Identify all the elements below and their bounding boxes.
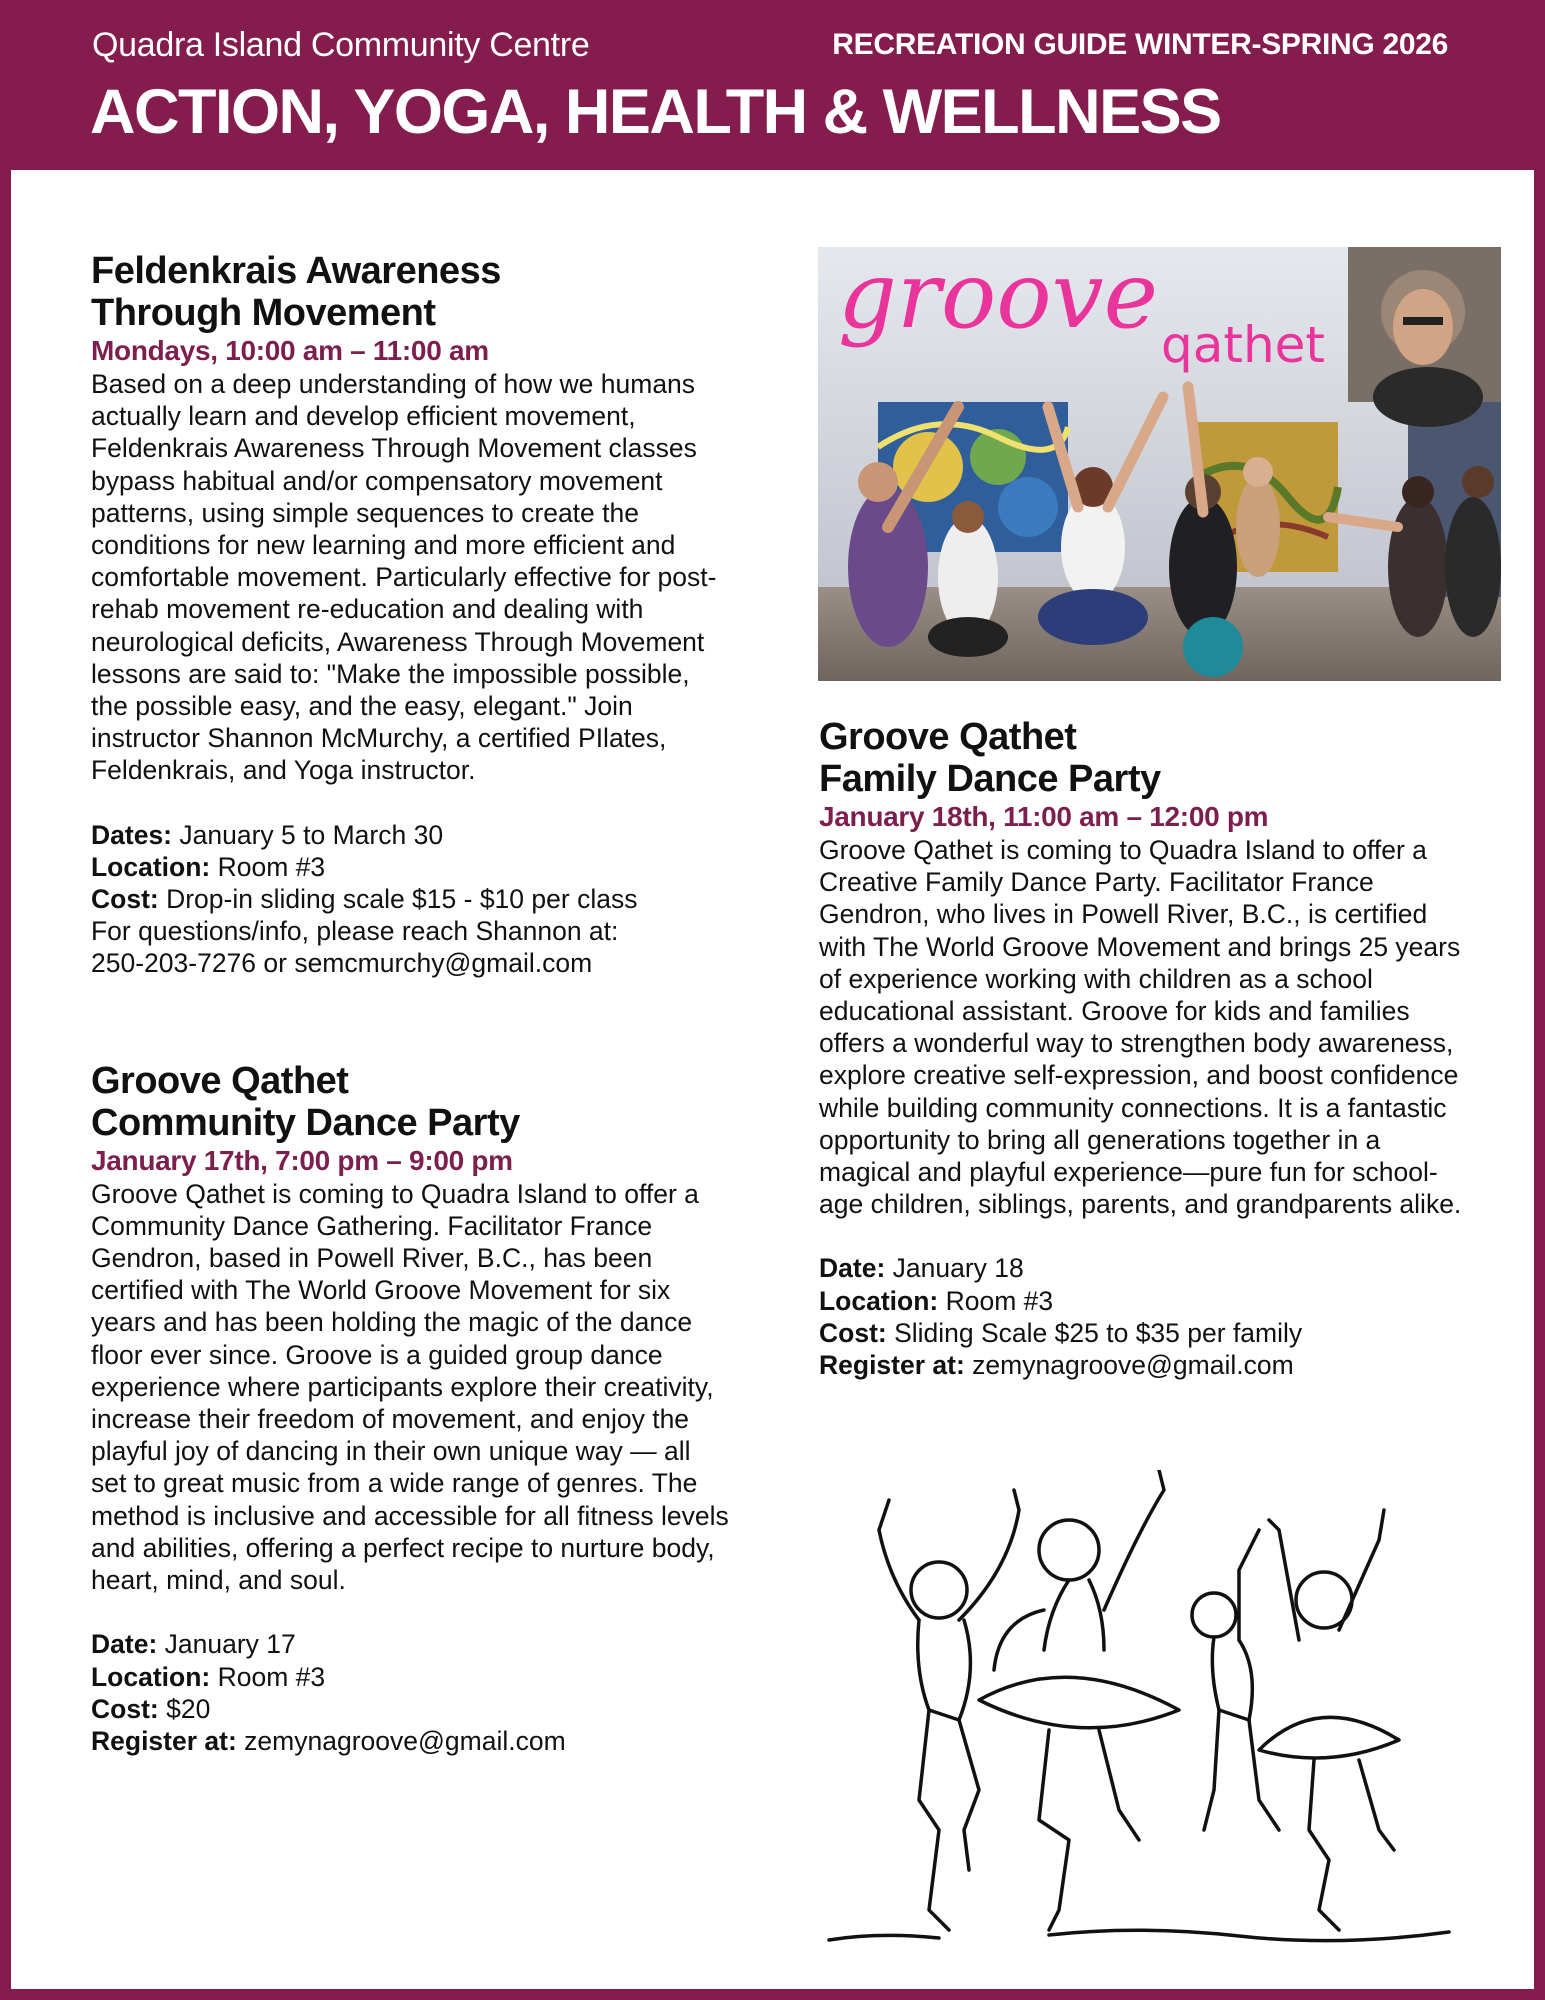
event-family-dance xyxy=(819,716,1469,1381)
event-details xyxy=(819,1252,1469,1381)
location-label: Location: xyxy=(91,1661,211,1692)
register-label: Register at: xyxy=(91,1725,237,1756)
location-label: Location: xyxy=(819,1285,939,1316)
photo-script-text: groove xyxy=(838,247,1159,349)
event-title-line: Groove Qathet xyxy=(819,716,1077,758)
groove-photo-image xyxy=(818,247,1501,681)
contact-details[interactable]: 250-203-7276 or semcmurchy@gmail.com xyxy=(91,948,593,979)
location-label: Location: xyxy=(91,851,211,882)
dates-label: Dates: xyxy=(91,819,173,850)
left-column xyxy=(91,250,731,1757)
register-email[interactable]: zemynagroove@gmail.com xyxy=(244,1725,566,1756)
event-community-dance xyxy=(91,1060,731,1757)
date-value: January 17 xyxy=(164,1629,296,1660)
event-details xyxy=(91,1628,731,1757)
dancers-line-drawing xyxy=(819,1470,1469,1970)
contact-line: For questions/info, please reach Shannon at: xyxy=(91,916,619,947)
photo-brand-text: qathet xyxy=(1161,316,1326,374)
section-title: ACTION, YOGA, HEALTH & WELLNESS xyxy=(90,77,1221,147)
cost-value: $20 xyxy=(166,1693,211,1724)
event-feldenkrais xyxy=(91,250,731,980)
page-header xyxy=(0,0,1545,170)
event-schedule: January 17th, 7:00 pm – 9:00 pm xyxy=(91,1144,513,1176)
content-panel xyxy=(11,170,1534,1989)
location-value: Room #3 xyxy=(217,1661,326,1692)
date-value: January 18 xyxy=(892,1253,1024,1284)
event-title xyxy=(819,716,1469,800)
location-value: Room #3 xyxy=(217,851,326,882)
cost-value: Drop-in sliding scale $15 - $10 per class xyxy=(166,884,638,915)
event-title-line: Feldenkrais Awareness xyxy=(91,250,501,292)
event-title-line: Family Dance Party xyxy=(819,758,1161,800)
location-value: Room #3 xyxy=(945,1285,1054,1316)
cost-label: Cost: xyxy=(91,884,159,915)
organization-name: Quadra Island Community Centre xyxy=(92,26,590,64)
guide-title: RECREATION GUIDE WINTER-SPRING 2026 xyxy=(832,28,1448,61)
register-email[interactable]: zemynagroove@gmail.com xyxy=(972,1350,1294,1381)
cost-label: Cost: xyxy=(91,1693,159,1724)
cost-value: Sliding Scale $25 to $35 per family xyxy=(894,1317,1303,1348)
dates-value: January 5 to March 30 xyxy=(179,819,444,850)
event-description: Groove Qathet is coming to Quadra Island to offer a Community Dance Gathering. Facilitator France Gendron, based in Powell River, B.C., has been certified with The World Groove Movement for six years and has been holding the magic of the dance floor ever since. Groove is a guided group dance experience where participants explore their creativity, increase their freedom of movement, and enjoy the playful joy of dancing in their own unique way — all set to great music from a wide range of genres. The method is inclusive and accessible for all fitness levels and abilities, offering a perfect recipe to nurture body, heart, mind, and soul. xyxy=(91,1178,729,1596)
event-schedule: Mondays, 10:00 am – 11:00 am xyxy=(91,335,489,366)
event-title xyxy=(91,250,731,334)
event-schedule: January 18th, 11:00 am – 12:00 pm xyxy=(819,801,1269,832)
event-description: Groove Qathet is coming to Quadra Island to offer a Creative Family Dance Party. Facilitator France Gendron, who lives in Powell River, B.C., is certified with The World Groove Movement and brings 25 years of experience working with children as a school educational assistant. Groove for kids and families offers a wonderful way to strengthen body awareness, explore creative self-expression, and boost confidence while building community connections. It is a fantastic opportunity to bring all generations together in a magical and playful experience—pure fun for school-age children, siblings, parents, and grandparents alike. xyxy=(819,835,1462,1220)
date-label: Date: xyxy=(819,1253,886,1284)
event-details xyxy=(91,819,731,980)
register-label: Register at: xyxy=(819,1350,965,1381)
right-column xyxy=(819,716,1469,1381)
event-title-line: Groove Qathet xyxy=(91,1059,349,1102)
event-title xyxy=(91,1060,731,1144)
cost-label: Cost: xyxy=(819,1317,887,1348)
event-description: Based on a deep understanding of how we humans actually learn and develop efficient movement, Feldenkrais Awareness Through Movement classes bypass habitual and/or compensatory movement patterns, using simple sequences to create the conditions for new learning and more efficient and comfortable movement. Particularly effective for post-rehab movement re-education and dealing with neurological deficits, Awareness Through Movement lessons are said to: "Make the impossible possible, the possible easy, and the easy, elegant." Join instructor Shannon McMurchy, a certified PIlates, Feldenkrais, and Yoga instructor. xyxy=(91,369,717,786)
groove-photo xyxy=(818,247,1501,681)
event-title-line: Through Movement xyxy=(91,292,436,334)
date-label: Date: xyxy=(91,1629,158,1660)
event-title-line: Community Dance Party xyxy=(91,1101,520,1144)
